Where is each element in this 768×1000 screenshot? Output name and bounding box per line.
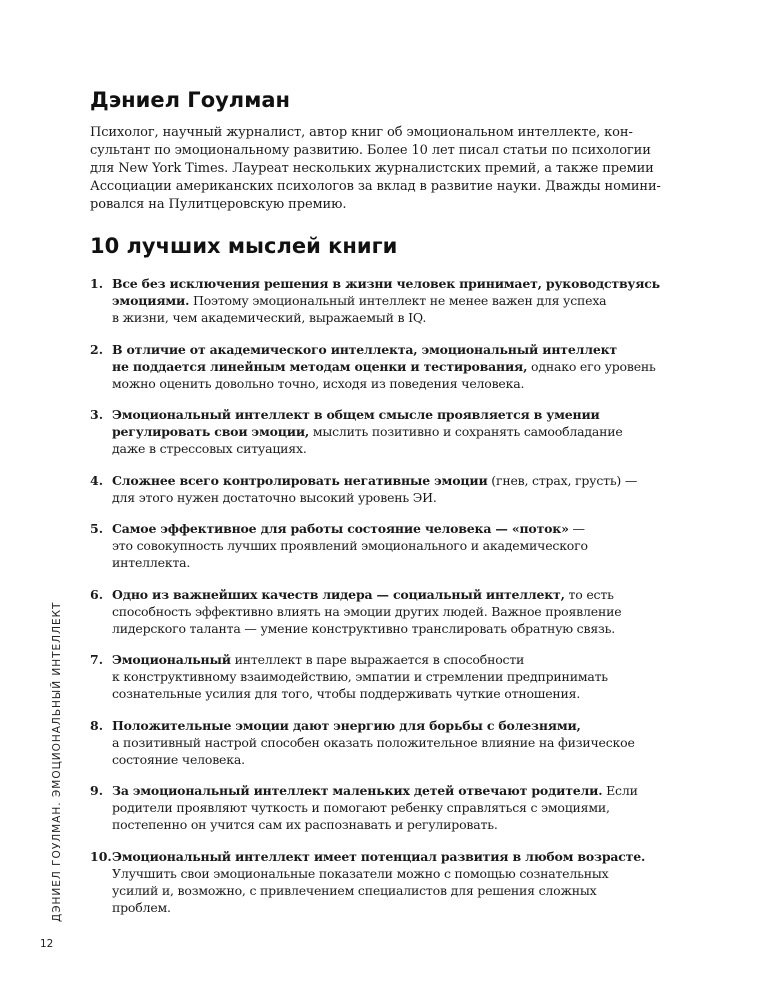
thought-line (112, 668, 730, 685)
thought-item (90, 341, 730, 392)
thought-line (112, 882, 730, 899)
thought-number: 2. (90, 342, 104, 357)
thought-item (90, 406, 730, 457)
thought-item (90, 651, 730, 702)
thought-item (90, 472, 730, 506)
thought-number: 10. (90, 849, 112, 864)
thought-line (112, 341, 730, 358)
thought-line (112, 358, 730, 375)
thought-line (112, 586, 730, 603)
body-text: к конструктивному взаимодействию, эмпатии и стремлении предпринимать (112, 669, 608, 684)
thought-line (112, 865, 730, 882)
thought-number: 5. (90, 521, 104, 536)
body-text: Если (602, 783, 638, 798)
thought-text (112, 341, 730, 392)
thought-item (90, 586, 730, 637)
thought-line (112, 537, 730, 554)
thought-line (112, 603, 730, 620)
thought-line (112, 406, 730, 423)
body-text: то есть (564, 587, 614, 602)
thought-number: 1. (90, 276, 104, 291)
bold-text: эмоциями. (112, 293, 190, 308)
bold-text: Положительные эмоции дают энергию для борьбы с болезнями, (112, 718, 581, 733)
thought-text (112, 586, 730, 637)
body-text: способность эффективно влиять на эмоции других людей. Важное проявление (112, 604, 622, 619)
body-text: а позитивный настрой способен оказать положительное влияние на физическое (112, 735, 635, 750)
bold-text: В отличие от академического интеллекта, эмоциональный интеллект (112, 342, 617, 357)
body-text: для этого нужен достаточно высокий уровень ЭИ. (112, 490, 437, 505)
body-text: проблем. (112, 900, 171, 915)
body-text: в жизни, чем академический, выражаемый в IQ. (112, 310, 427, 325)
thought-line (112, 309, 730, 326)
bio-line: Ассоциации американских психологов за вклад в развитие науки. Дважды номини- (90, 179, 661, 194)
thought-line (112, 816, 730, 833)
thought-line (112, 554, 730, 571)
body-text: Поэтому эмоциональный интеллект не менее важен для успеха (189, 293, 607, 308)
thought-line (112, 717, 730, 734)
thought-text (112, 651, 730, 702)
thought-number: 8. (90, 718, 104, 733)
bio-line: Психолог, научный журналист, автор книг об эмоциональном интеллекте, кон- (90, 125, 633, 140)
bold-text: Эмоциональный интеллект имеет потенциал развития в любом возрасте. (112, 849, 646, 864)
thought-line (112, 275, 730, 292)
thought-line (112, 751, 730, 768)
body-text: (гнев, страх, грусть) — (487, 473, 638, 488)
bold-text: Одно из важнейших качеств лидера — социальный интеллект, (112, 587, 565, 602)
thought-line (112, 472, 730, 489)
bio-line: для New York Times. Лауреат нескольких журналистских премий, а также премии (90, 161, 654, 176)
bold-text: Самое эффективное для работы состояние человека — «поток» (112, 521, 569, 536)
thought-line (112, 799, 730, 816)
thought-line (112, 782, 730, 799)
thought-line (112, 489, 730, 506)
author-heading: Дэниел Гоулман (90, 88, 291, 112)
bold-text: За эмоциональный интеллект маленьких детей отвечают родители. (112, 783, 603, 798)
thought-number: 3. (90, 407, 104, 422)
thought-text (112, 848, 730, 916)
bio-line: сультант по эмоциональному развитию. Более 10 лет писал статьи по психологии (90, 143, 651, 158)
thought-line (112, 651, 730, 668)
thought-item (90, 275, 730, 326)
thought-number: 9. (90, 783, 104, 798)
thought-line (112, 520, 730, 537)
thought-line (112, 292, 730, 309)
bold-text: Все без исключения решения в жизни человек принимает, руководствуясь (112, 276, 660, 291)
bold-text: Эмоциональный интеллект в общем смысле проявляется в умении (112, 407, 600, 422)
thought-item (90, 717, 730, 768)
body-text: интеллект в паре выражается в способности (230, 652, 525, 667)
body-text: постепенно он учится сам их распознавать и регулировать. (112, 817, 498, 832)
thought-text (112, 782, 730, 833)
thought-line (112, 734, 730, 751)
thought-line (112, 899, 730, 916)
body-text: — (568, 521, 585, 536)
thought-line (112, 685, 730, 702)
body-text: однако его уровень (527, 359, 656, 374)
body-text: Улучшить свои эмоциональные показатели можно с помощью сознательных (112, 866, 609, 881)
body-text: сознательные усилия для того, чтобы поддерживать чуткие отношения. (112, 686, 581, 701)
body-text: лидерского таланта — умение конструктивно транслировать обратную связь. (112, 621, 616, 636)
thought-text (112, 406, 730, 457)
author-bio (90, 124, 690, 214)
bold-text: Сложнее всего контролировать негативные эмоции (112, 473, 488, 488)
thought-line (112, 440, 730, 457)
bio-line: ровался на Пулитцеровскую премию. (90, 197, 347, 212)
thought-line (112, 620, 730, 637)
thought-text (112, 717, 730, 768)
body-text: можно оценить довольно точно, исходя из поведения человека. (112, 376, 525, 391)
thought-item (90, 782, 730, 833)
body-text: интеллекта. (112, 555, 191, 570)
thought-line (112, 375, 730, 392)
thought-line (112, 848, 730, 865)
thought-item (90, 520, 730, 571)
bold-text: регулировать свои эмоции, (112, 424, 310, 439)
bold-text: не поддается линейным методам оценки и тестирования, (112, 359, 528, 374)
thoughts-heading: 10 лучших мыслей книги (90, 234, 398, 258)
thought-line (112, 423, 730, 440)
bold-text: Эмоциональный (112, 652, 231, 667)
thought-text (112, 520, 730, 571)
thought-number: 7. (90, 652, 104, 667)
running-title: ДЭНИЕЛ ГОУЛМАН. ЭМОЦИОНАЛЬНЫЙ ИНТЕЛЛЕКТ (51, 601, 63, 922)
body-text: состояние человека. (112, 752, 245, 767)
thought-text (112, 275, 730, 326)
body-text: мыслить позитивно и сохранять самообладание (309, 424, 623, 439)
body-text: даже в стрессовых ситуациях. (112, 441, 307, 456)
thought-number: 4. (90, 473, 104, 488)
thought-number: 6. (90, 587, 104, 602)
thought-text (112, 472, 730, 506)
body-text: это совокупность лучших проявлений эмоционального и академического (112, 538, 588, 553)
thought-item (90, 848, 730, 916)
body-text: усилий и, возможно, с привлечением специалистов для решения сложных (112, 883, 597, 898)
body-text: родители проявляют чуткость и помогают ребенку справляться с эмоциями, (112, 800, 610, 815)
page-number: 12 (40, 938, 54, 950)
